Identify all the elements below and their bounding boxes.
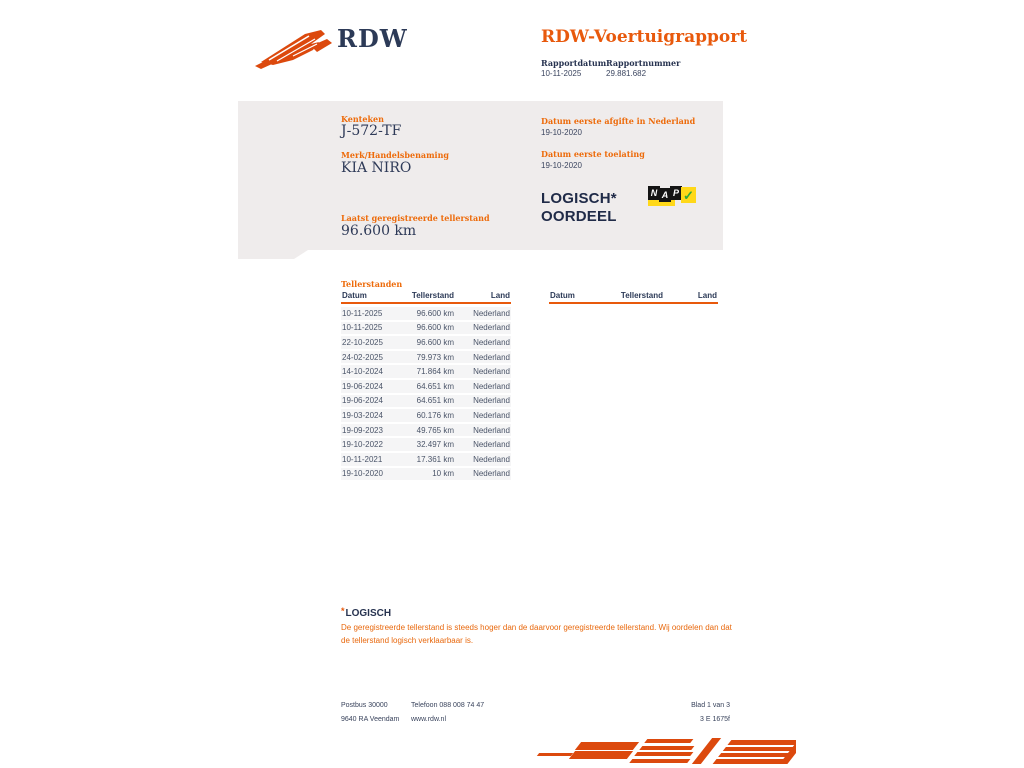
cell-land: Nederland <box>473 396 510 406</box>
stripe-bar <box>645 739 694 743</box>
cell-tellerstand: 71.864 km <box>416 367 454 377</box>
header-tellerstand: Tellerstand <box>620 291 663 300</box>
table-row <box>341 424 511 437</box>
cell-land: Nederland <box>473 381 510 391</box>
tellerstanden-table-right <box>549 291 718 304</box>
report-date-value: 10-11-2025 <box>541 69 582 78</box>
nap-logo-icon <box>648 185 698 209</box>
table-row <box>341 438 511 451</box>
stripe-bar <box>640 746 695 750</box>
cell-tellerstand: 64.651 km <box>416 396 454 406</box>
stripe-bar <box>575 742 639 750</box>
kenteken-value: J-572-TF <box>341 123 402 139</box>
cell-land: Nederland <box>473 469 510 479</box>
cell-datum: 22-10-2025 <box>342 337 383 347</box>
header-datum: Datum <box>550 291 575 300</box>
cell-tellerstand: 79.973 km <box>416 352 454 362</box>
cell-tellerstand: 32.497 km <box>416 440 454 450</box>
tellerstanden-section-title: Tellerstanden <box>341 279 403 289</box>
report-number-value: 29.881.682 <box>606 69 647 78</box>
stripe-bar <box>630 759 691 763</box>
cell-land: Nederland <box>473 425 510 435</box>
table-row <box>341 395 511 408</box>
nap-letter-n: N <box>648 186 660 200</box>
rdw-bird-logo-icon <box>253 22 333 70</box>
nap-letter-a: A <box>659 188 671 202</box>
stripe-bar <box>569 751 633 759</box>
nap-letter-p: P <box>670 186 682 200</box>
table-row <box>341 336 511 349</box>
table-row <box>341 307 511 320</box>
cell-tellerstand: 60.176 km <box>416 410 454 420</box>
table-row <box>341 351 511 364</box>
cell-datum: 10-11-2021 <box>342 454 383 464</box>
table-header-row <box>549 291 718 304</box>
cell-land: Nederland <box>473 337 510 347</box>
cell-tellerstand: 64.651 km <box>416 381 454 391</box>
merk-value: KIA NIRO <box>341 160 412 176</box>
afgifte-label: Datum eerste afgifte in Nederland <box>541 116 696 126</box>
report-number-label: Rapportnummer <box>606 58 681 68</box>
cell-land: Nederland <box>473 352 510 362</box>
tellerstand-value: 96.600 km <box>341 223 417 239</box>
cell-tellerstand: 96.600 km <box>416 308 454 318</box>
footer-phone: Telefoon 088 008 74 47 <box>411 702 485 709</box>
cell-land: Nederland <box>473 367 510 377</box>
footnote-title-text: LOGISCH <box>345 608 392 619</box>
stripe-bar <box>537 753 573 756</box>
cell-tellerstand: 96.600 km <box>416 337 454 347</box>
footer-page-info <box>620 699 730 727</box>
cell-land: Nederland <box>473 440 510 450</box>
footnote-asterisk: * <box>341 606 345 616</box>
afgifte-value: 19-10-2020 <box>541 128 582 137</box>
cell-datum: 19-06-2024 <box>342 396 383 406</box>
table-header-row <box>341 291 511 304</box>
footer-website: www.rdw.nl <box>411 716 447 723</box>
kenteken-label: Kenteken <box>341 114 384 124</box>
table-rows <box>341 307 511 480</box>
header-tellerstand: Tellerstand <box>411 291 454 300</box>
cell-land: Nederland <box>473 323 510 333</box>
cell-land: Nederland <box>473 308 510 318</box>
merk-label: Merk/Handelsbenaming <box>341 150 450 160</box>
cell-datum: 19-10-2020 <box>342 469 383 479</box>
table-row <box>341 409 511 422</box>
table-row <box>341 365 511 378</box>
oordeel-line1: LOGISCH* <box>541 190 617 207</box>
cell-datum: 10-11-2025 <box>342 323 383 333</box>
tellerstand-label: Laatst geregistreerde tellerstand <box>341 213 490 223</box>
oordeel-line2: OORDEEL <box>541 208 617 225</box>
table-row <box>341 453 511 466</box>
footer-form-code: 3 E 1675f <box>700 716 730 723</box>
footer-contact <box>411 699 484 727</box>
cell-datum: 19-03-2024 <box>342 410 383 420</box>
footer-page-number: Blad 1 van 3 <box>691 702 730 709</box>
footer-address <box>341 699 399 727</box>
footer-address-line2: 9640 RA Veendam <box>341 716 400 723</box>
cell-datum: 10-11-2025 <box>342 308 383 318</box>
header-land: Land <box>490 291 510 300</box>
rdw-logo-text: RDW <box>337 24 408 53</box>
toelating-label: Datum eerste toelating <box>541 149 645 159</box>
stripe-bar <box>635 752 694 756</box>
footnote-body: De geregistreerde tellerstand is steeds hoger dan de daarvoor geregistreerde tellerstand. Wij oordelen dan dat de tellerstand logisch verklaarbaar is. <box>341 623 732 645</box>
cell-datum: 24-02-2025 <box>342 352 383 362</box>
tellerstanden-table-left <box>341 291 511 482</box>
report-date-label: Rapportdatum <box>541 58 607 68</box>
nap-checkmark-icon: ✓ <box>681 187 696 203</box>
header-datum: Datum <box>342 291 367 300</box>
footer-decoration-stripes <box>536 736 796 768</box>
cell-land: Nederland <box>473 410 510 420</box>
cell-tellerstand: 10 km <box>432 469 454 479</box>
table-row <box>341 322 511 335</box>
toelating-value: 19-10-2020 <box>541 161 582 170</box>
cell-tellerstand: 96.600 km <box>416 323 454 333</box>
panel-corner-tab <box>238 250 308 259</box>
cell-land: Nederland <box>473 454 510 464</box>
cell-datum: 19-09-2023 <box>342 425 383 435</box>
header-land: Land <box>697 291 717 300</box>
table-row <box>341 380 511 393</box>
cell-tellerstand: 17.361 km <box>416 454 454 464</box>
cell-datum: 19-06-2024 <box>342 381 383 391</box>
cell-datum: 19-10-2022 <box>342 440 383 450</box>
footnote-title <box>341 606 391 619</box>
table-row <box>341 468 511 481</box>
footer-address-line1: Postbus 30000 <box>341 702 388 709</box>
page-title: RDW-Voertuigrapport <box>541 27 748 47</box>
cell-tellerstand: 49.765 km <box>416 425 454 435</box>
cell-datum: 14-10-2024 <box>342 367 383 377</box>
